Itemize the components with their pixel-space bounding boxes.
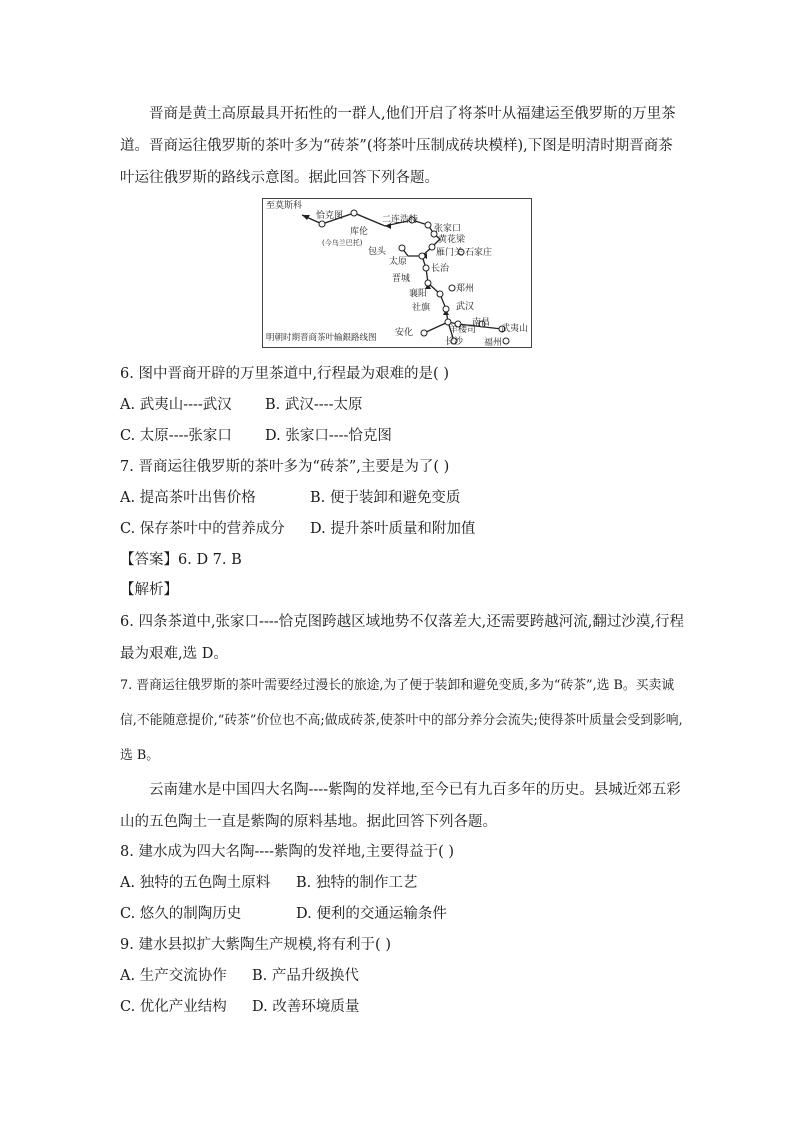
marker-zhengzhou — [449, 285, 455, 291]
label-zhangjiakou: 张家口 — [434, 224, 462, 234]
label-yanmenguan: 雁门关 — [436, 248, 464, 258]
label-taiyuan: 太原 — [389, 257, 408, 267]
label-nanchang: 南昌 — [472, 318, 491, 328]
label-baotou: 包头 — [368, 247, 387, 257]
question-6-option-b: B. 武汉----太原 — [265, 397, 363, 413]
question-9-option-b: B. 产品升级换代 — [252, 968, 359, 984]
label-yangloudong: 羊楼司 — [449, 325, 477, 335]
label-fuzhou: 福州 — [484, 338, 503, 348]
explanation-6: 6. 四条茶道中,张家口----恰克图跨越区域地势不仅落差大,还需要跨越河流,翻过沙漠,行程最为艰难,选 D。 — [120, 614, 684, 662]
label-changsha: 长沙 — [445, 337, 464, 347]
label-kyakhta: 恰克图 — [316, 211, 344, 221]
label-kulun-note: (今乌兰巴托) — [322, 239, 363, 247]
question-6-stem: 6. 图中晋商开辟的万里茶道中,行程最为艰难的是( ) — [120, 366, 449, 382]
label-wuyishan: 武夷山 — [501, 324, 529, 334]
label-kulun: 库伦 — [350, 227, 369, 237]
question-7-option-b: B. 便于装卸和避免变质 — [310, 490, 461, 506]
marker-yanmenguan — [429, 244, 435, 250]
question-8-option-b: B. 独特的制作工艺 — [296, 875, 418, 891]
question-9-option-d: D. 改善环境质量 — [252, 999, 360, 1015]
label-sheqi: 社旗 — [412, 303, 431, 313]
marker-fuzhou — [503, 338, 509, 344]
label-erlian: 二连浩特 — [382, 215, 419, 225]
label-wuhan: 武汉 — [456, 302, 475, 312]
question-6-option-c: C. 太原----张家口 — [120, 428, 232, 444]
label-anhua: 安化 — [395, 328, 414, 338]
marker-anhua — [421, 330, 427, 336]
label-shijiazhuang: 石家庄 — [465, 248, 493, 258]
marker-xiangyang — [437, 291, 443, 297]
marker-jincheng — [425, 280, 431, 286]
question-8-option-d: D. 便利的交通运输条件 — [296, 906, 447, 922]
label-changzhi: 长治 — [431, 264, 450, 274]
label-huanghualiang: 黄花梁 — [438, 235, 466, 245]
marker-taiyuan — [419, 253, 425, 259]
question-6-option-d: D. 张家口----恰克图 — [265, 428, 392, 444]
answer-line: 【答案】6. D 7. B — [120, 552, 242, 568]
question-7-option-d: D. 提升茶叶质量和附加值 — [310, 521, 476, 537]
question-7-option-c: C. 保存茶叶中的营养成分 — [120, 521, 285, 537]
question-8-option-a: A. 独特的五色陶土原料 — [120, 875, 271, 891]
intro-paragraph-zitao: 云南建水是中国四大名陶----紫陶的发祥地,至今已有九百多年的历史。县城近郊五彩山的五色陶土一直是紫陶的原料基地。据此回答下列各题。 — [120, 782, 681, 830]
map-caption: 明朝时期晋商茶叶输銀路线图 — [266, 333, 377, 343]
question-7-option-a: A. 提高茶叶出售价格 — [120, 490, 256, 506]
question-9-option-a: A. 生产交流协作 — [120, 968, 227, 984]
tea-route-map — [262, 198, 532, 348]
marker-kulun — [351, 210, 357, 216]
label-xiangyang: 襄阳 — [409, 289, 428, 299]
marker-sheqi — [443, 306, 449, 312]
marker-baotou — [399, 245, 405, 251]
explanation-7: 7. 晋商运往俄罗斯的茶叶需要经过漫长的旅途,为了便于装卸和避免变质,多为“砖茶”,选 B。买卖诚信,不能随意提价,“砖茶”价位也不高;做成砖茶,使茶叶中的部分养分会流失;使得茶叶质量会受到影响,选 B。 — [120, 678, 683, 763]
question-8-stem: 8. 建水成为四大名陶----紫陶的发祥地,主要得益于( ) — [120, 844, 455, 860]
marker-kyakhta — [319, 221, 325, 227]
label-jincheng: 晋城 — [392, 274, 411, 284]
label-moscow: 至莫斯科 — [266, 201, 303, 211]
question-8-option-c: C. 悠久的制陶历史 — [120, 906, 242, 922]
question-9-option-c: C. 优化产业结构 — [120, 999, 227, 1015]
question-9-stem: 9. 建水县拟扩大紫陶生产规模,将有利于( ) — [120, 937, 391, 953]
analysis-heading: 【解析】 — [120, 582, 178, 598]
question-7-stem: 7. 晋商运往俄罗斯的茶叶多为“砖茶”,主要是为了( ) — [120, 459, 450, 475]
intro-paragraph-tea-road: 晋商是黄土高原最具开拓性的一群人,他们开启了将茶叶从福建运至俄罗斯的万里茶道。晋商运往俄罗斯的茶叶多为“砖茶”(将茶叶压制成砖块模样),下图是明清时期晋商茶叶运往俄罗斯的路线示意图。据此回答下列各题。 — [120, 106, 676, 186]
marker-zhangjiakou — [425, 222, 431, 228]
question-6-option-a: A. 武夷山----武汉 — [120, 397, 232, 413]
marker-changzhi — [423, 265, 429, 271]
tea-route-map-svg — [262, 198, 532, 348]
label-zhengzhou: 郑州 — [456, 284, 475, 294]
